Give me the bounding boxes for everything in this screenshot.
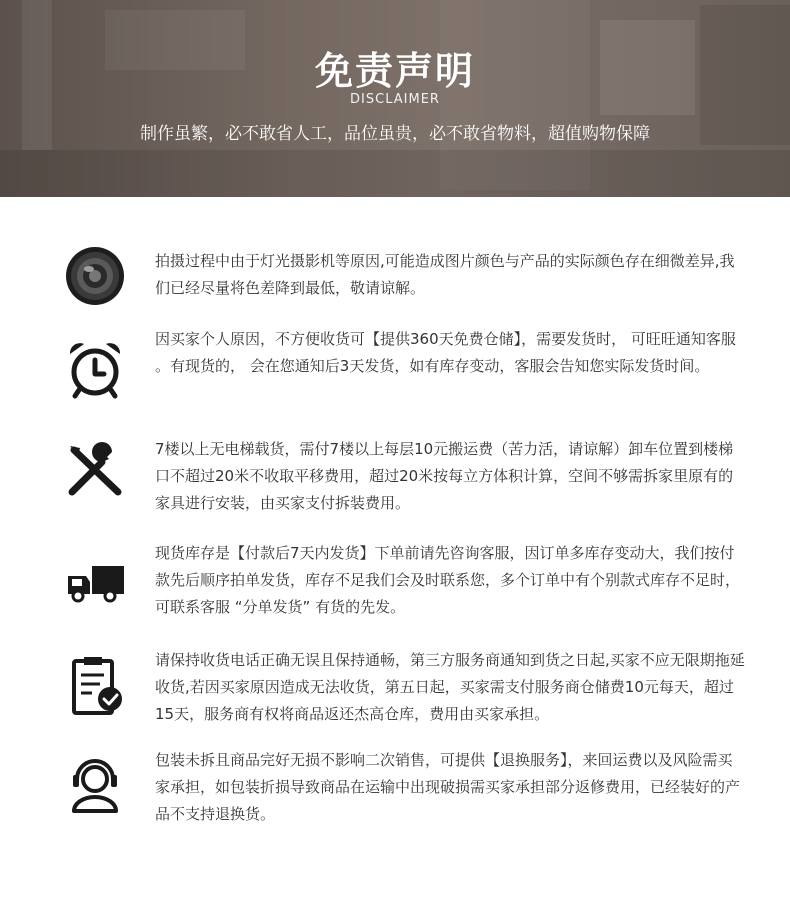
slogan: 制作虽繁，必不敢省人工，品位虽贵，必不敢省物料，超值购物保障	[140, 124, 650, 144]
header-banner	[0, 0, 790, 197]
disclaimer-text: 7楼以上无电梯载货，需付7楼以上每层10元搬运费（苦力活，请谅解）卸车位置到楼梯口不超过20米不收取平移费用，超过20米按每立方体积计算，空间不够需拆家里原有的家具进行安装，由买家支付拆装费用。	[155, 440, 734, 512]
disclaimer-text: 因买家个人原因，不方便收货可【提供360天免费仓储】，需要发货时， 可旺旺通知客服 。有现货的， 会在您通知后3天发货，如有库存变动，客服会告知您实际发货时间。	[155, 330, 736, 375]
tools-icon	[64, 440, 126, 502]
delivery-truck-icon	[64, 552, 126, 614]
customer-service-icon	[64, 755, 126, 817]
disclaimer-text: 包装未拆且商品完好无损不影响二次销售，可提供【退换服务】，来回运费以及风险需买家承担，如包装折损导致商品在运输中出现破损需买家承担部分返修费用，已经装好的产品不支持退换货。	[155, 751, 741, 823]
alarm-clock-icon	[64, 338, 126, 400]
page-subtitle: DISCLAIMER	[350, 92, 440, 107]
background-decoration	[0, 150, 790, 197]
camera-lens-icon	[64, 245, 126, 307]
disclaimer-text: 拍摄过程中由于灯光摄影机等原因,可能造成图片颜色与产品的实际颜色存在细微差异,我们已经尽量将色差降到最低，敬请谅解。	[155, 252, 735, 297]
checklist-icon	[64, 655, 126, 717]
disclaimer-text: 请保持收货电话正确无误且保持通畅，第三方服务商通知到货之日起,买家不应无限期拖延收货,若因买家原因造成无法收货，第五日起，买家需支付服务商仓储费10元每天，超过15天，服务商有权将商品返还杰高仓库，费用由买家承担。	[155, 651, 745, 723]
page-title: 免责声明	[314, 49, 475, 93]
disclaimer-text: 现货库存是【付款后7天内发货】下单前请先咨询客服，因订单多库存变动大，我们按付款先后顺序拍单发货，库存不足我们会及时联系您，多个订单中有个别款式库存不足时，可联系客服 “分单发货” 有货的先发。	[155, 544, 741, 616]
